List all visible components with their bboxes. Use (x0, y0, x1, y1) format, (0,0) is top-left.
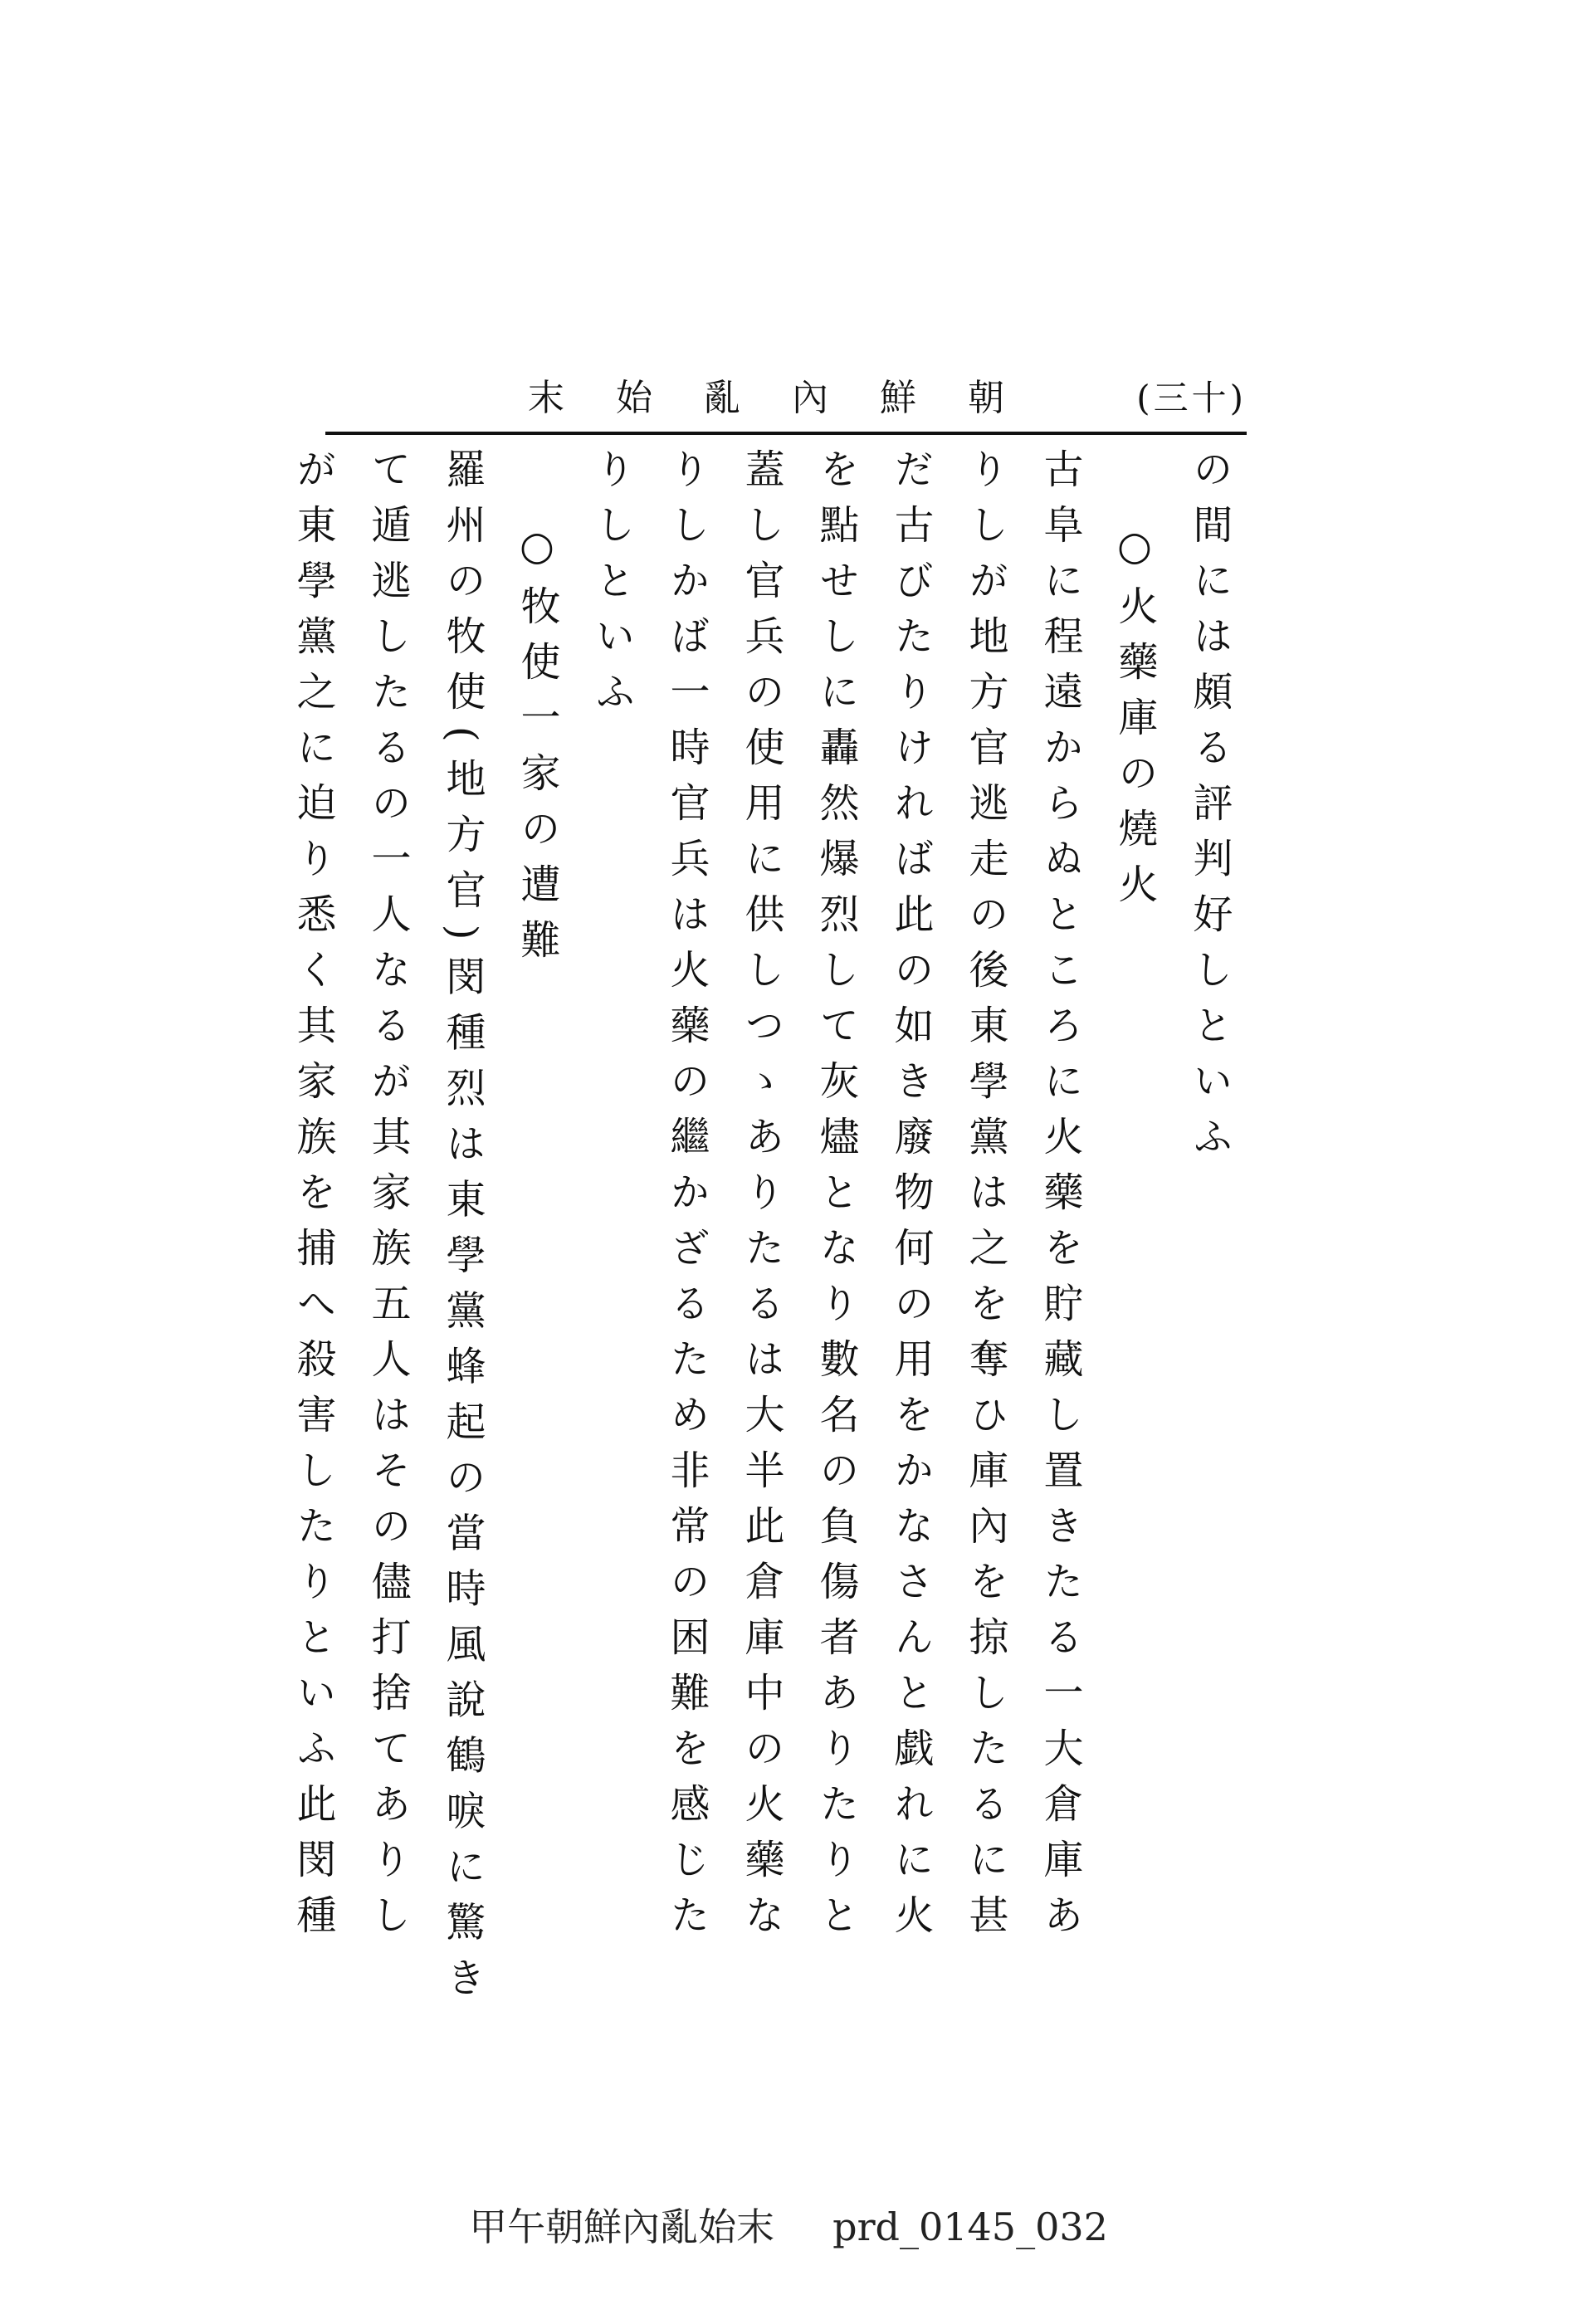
text-line: が東學黨之に迫り悉く其家族を捕へ殺害したりといふ此閔種 (290, 448, 336, 1950)
text-line: りしが地方官逃走の後東學黨は之を奪ひ庫內を掠したるに甚 (962, 448, 1008, 1950)
text-line: りしといふ (588, 448, 635, 726)
text-line: を點せしに轟然爆烈して灰燼となり數名の負傷者ありたりと (813, 448, 859, 1950)
header-title: 朝鮮內亂始末 (528, 377, 1056, 419)
section-heading: ○牧使一家の遭難 (514, 523, 560, 974)
vertical-body-text (290, 448, 1247, 2013)
text-line: 羅州の牧使(地方官)閔種烈は東學黨蜂起の當時風說鶴唳に驚き (439, 448, 486, 2013)
text-line: 古阜に程遠からぬところに火藥を貯藏し置きたる一大倉庫あ (1037, 448, 1083, 1950)
footer-image-id: prd_0145_032 (832, 2204, 1108, 2249)
text-line: 蓋し官兵の使用に供しつゝありたるは大半此倉庫中の火藥な (738, 448, 784, 1950)
text-line: の間には頗る評判好しといふ (1186, 448, 1233, 1171)
header-rule (325, 432, 1247, 435)
text-line: りしかば一時官兵は火藥の繼かざるため非常の困難を感じた (663, 448, 710, 1950)
footer-book-title: 甲午朝鮮內亂始末 (469, 2204, 775, 2249)
header-page-number: (三十) (1136, 378, 1247, 418)
text-line: て遁逃したるの一人なるが其家族五人はその儘打捨てありし (364, 448, 411, 1950)
running-header (325, 375, 1247, 427)
text-line: だ古びたりければ此の如き廢物何の用をかなさんと戯れに火 (887, 448, 934, 1950)
section-heading: ○火藥庫の燒火 (1111, 523, 1158, 919)
footer-caption (0, 2204, 1577, 2250)
